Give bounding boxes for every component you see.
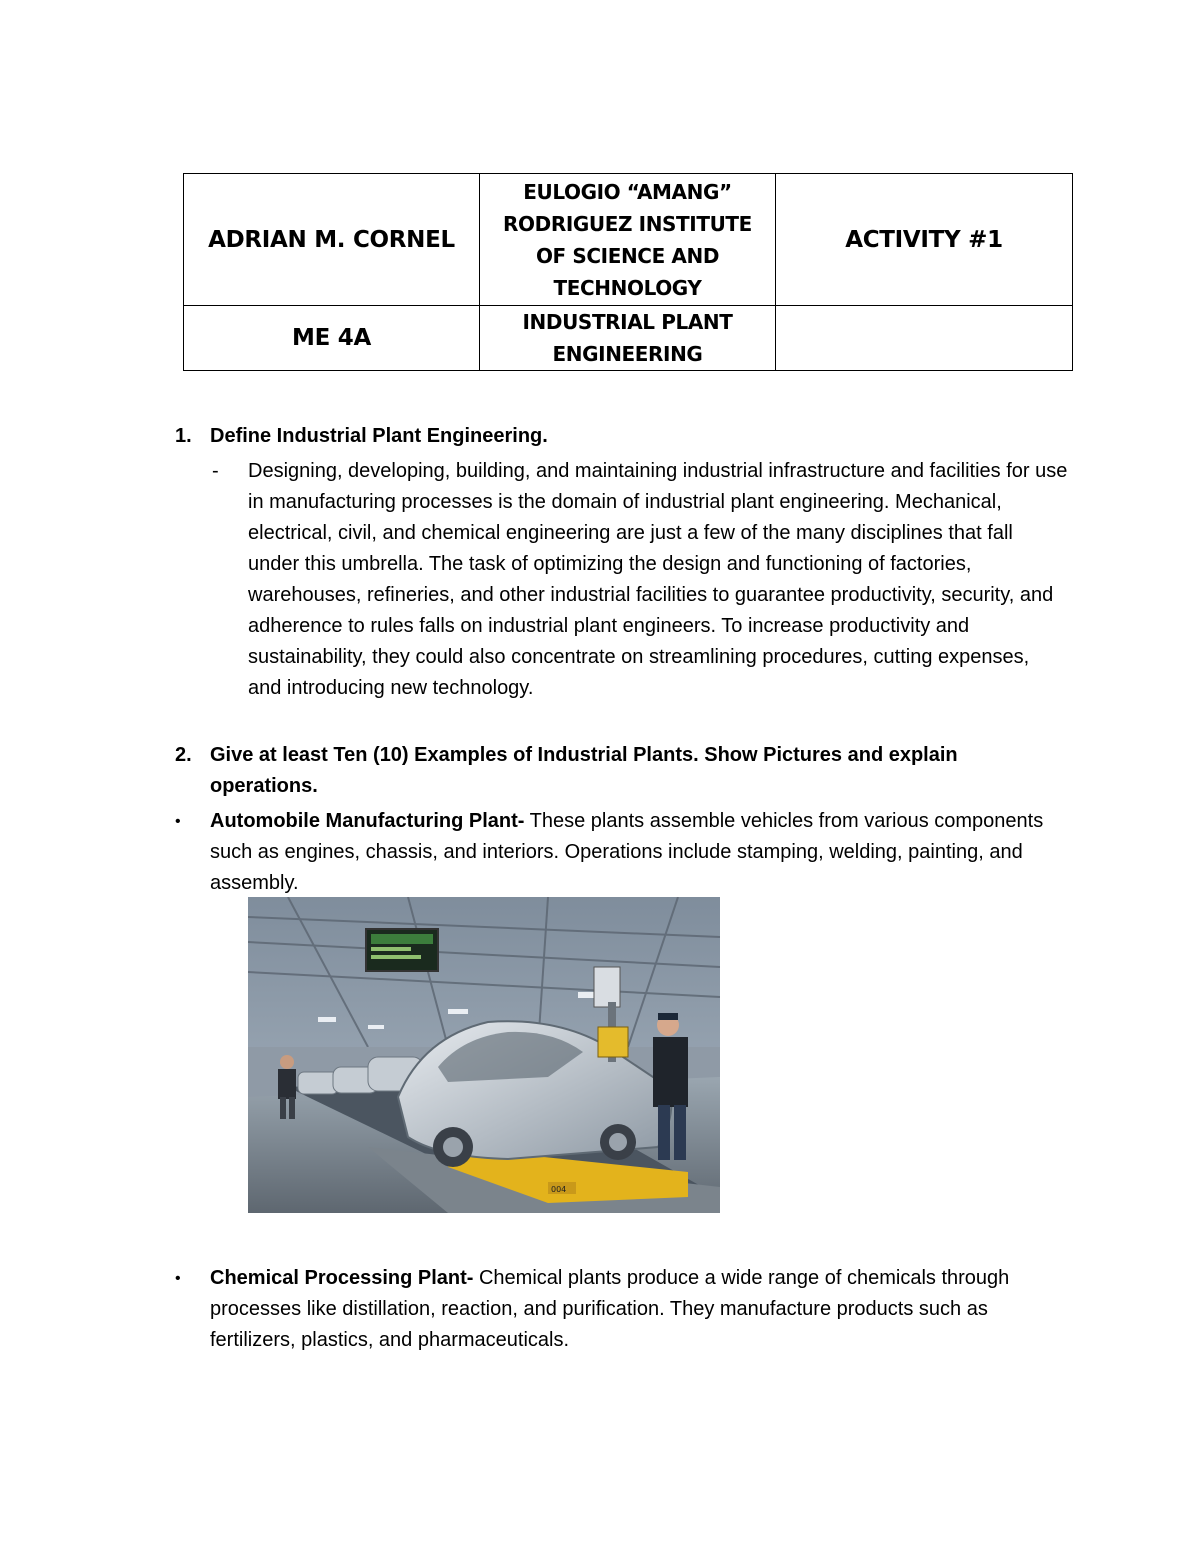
question-2 (175, 740, 1075, 802)
subject-name: INDUSTRIAL PLANT ENGINEERING (480, 306, 776, 371)
question-text: Define Industrial Plant Engineering. (210, 425, 548, 447)
example-description: Chemical plants produce a wide range of chemicals through processes like distillation, reaction, and purification. They manufacture products such as fertilizers, plastics, and pharmaceuticals. (210, 1267, 1010, 1351)
answer-dash: - (212, 460, 219, 482)
example-title: Chemical Processing Plant- (210, 1267, 474, 1289)
institution-name: EULOGIO “AMANG” RODRIGUEZ INSTITUTE OF SCIENCE AND TECHNOLOGY (480, 174, 776, 306)
section-name: ME 4A (184, 306, 480, 371)
example-text (210, 1263, 1060, 1356)
bullet: • (175, 813, 181, 830)
activity-title: ACTIVITY #1 (776, 174, 1073, 306)
carrier-label: 004 (551, 1185, 567, 1194)
automobile-plant-photo (248, 897, 720, 1213)
answer-1: Designing, developing, building, and maintaining industrial infrastructure and facilities for use in manufacturing processes is the domain of industrial plant engineering. Mechanical, electrical, civil, and chemical engineering are just a few of the many disciplines that fall under this umbrella. The task of optimizing the design and functioning of factories, warehouses, refineries, and other industrial facilities to guarantee productivity, security, and adherence to rules falls on industrial plant engineers. To increase productivity and sustainability, they could also concentrate on streamlining procedures, cutting expenses, and introducing new technology. (248, 460, 1068, 699)
header-table (183, 173, 1073, 371)
bullet: • (175, 1270, 181, 1287)
header-row-1 (184, 174, 1073, 306)
question-number: 1. (175, 425, 192, 447)
student-name: ADRIAN M. CORNEL (184, 174, 480, 306)
empty-cell (776, 306, 1073, 371)
header-row-2 (184, 306, 1073, 371)
question-1 (175, 421, 1075, 452)
example-text (210, 806, 1060, 899)
example-description: These plants assemble vehicles from various components such as engines, chassis, and interiors. Operations include stamping, welding, painting, and assembly. (210, 810, 1044, 894)
question-text: Give at least Ten (10) Examples of Industrial Plants. Show Pictures and explain operations. (210, 744, 958, 797)
question-number: 2. (175, 744, 192, 766)
example-title: Automobile Manufacturing Plant- (210, 810, 525, 832)
